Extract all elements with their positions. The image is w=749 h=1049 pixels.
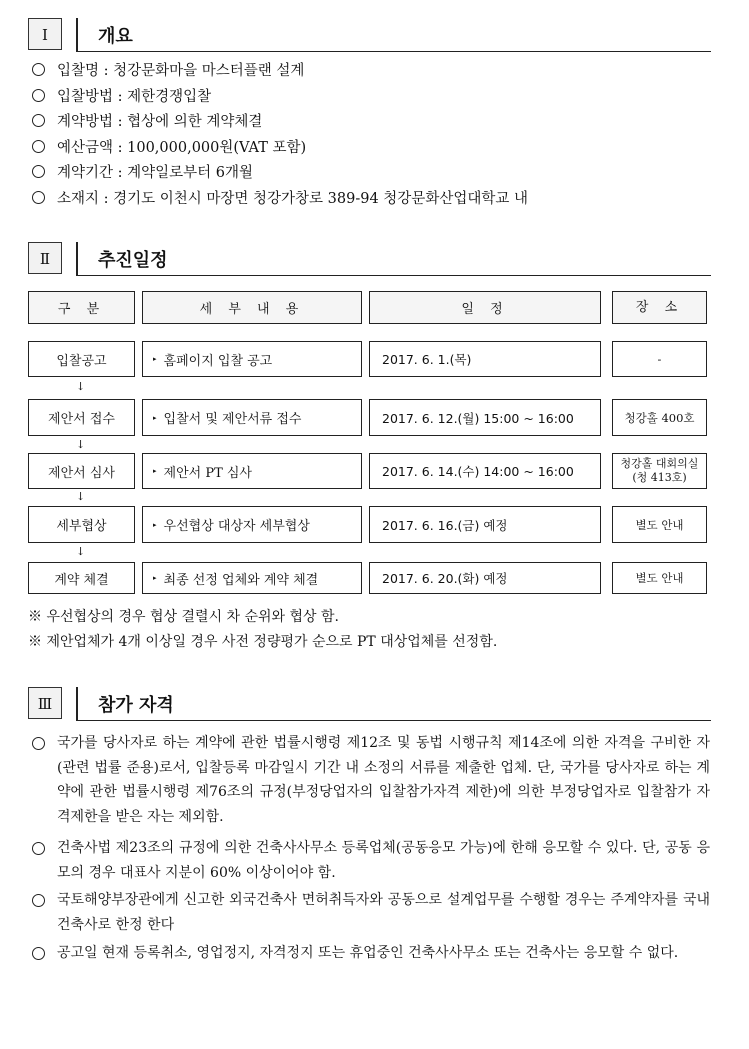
triangle-marker-icon: ▸	[153, 467, 157, 475]
down-arrow-icon: ↓	[76, 490, 86, 503]
stage-cell: 계약 체결	[28, 562, 135, 594]
section-divider	[76, 687, 78, 721]
list-item: 입찰명 : 청강문화마을 마스터플랜 설계	[32, 59, 528, 85]
section-2-title: 추진일정	[98, 250, 168, 271]
section-2-header	[28, 242, 711, 276]
date-cell: 2017. 6. 14.(수) 14:00 ~ 16:00	[369, 453, 601, 489]
down-arrow-icon: ↓	[76, 438, 86, 451]
circle-bullet-icon	[32, 191, 45, 204]
section-2-number: Ⅱ	[28, 242, 62, 274]
circle-bullet-icon	[32, 894, 45, 907]
list-item: 계약기간 : 계약일로부터 6개월	[32, 161, 528, 187]
detail-cell: ▸ 홈페이지 입찰 공고	[142, 341, 362, 377]
place-cell: -	[612, 341, 707, 377]
list-item: 계약방법 : 협상에 의한 계약체결	[32, 110, 528, 136]
col-header-place: 장 소	[612, 291, 707, 324]
circle-bullet-icon	[32, 737, 45, 750]
section-divider	[76, 242, 78, 276]
circle-bullet-icon	[32, 165, 45, 178]
down-arrow-icon: ↓	[76, 545, 86, 558]
place-cell: 청강홀 400호	[612, 399, 707, 436]
qualification-item: 공고일 현재 등록취소, 영업정지, 자격정지 또는 휴업중인 건축사사무소 또는 건축사는 응모할 수 없다.	[32, 941, 710, 966]
overview-list	[32, 59, 528, 212]
col-header-date: 일 정	[369, 291, 601, 324]
section-rule	[76, 275, 711, 277]
detail-cell: ▸ 최종 선정 업체와 계약 체결	[142, 562, 362, 594]
date-cell: 2017. 6. 20.(화) 예정	[369, 562, 601, 594]
circle-bullet-icon	[32, 63, 45, 76]
circle-bullet-icon	[32, 114, 45, 127]
date-cell: 2017. 6. 1.(목)	[369, 341, 601, 377]
section-rule	[76, 51, 711, 53]
detail-cell: ▸ 입찰서 및 제안서류 접수	[142, 399, 362, 436]
section-1-number: Ⅰ	[28, 18, 62, 50]
section-3-number: Ⅲ	[28, 687, 62, 719]
triangle-marker-icon: ▸	[153, 520, 157, 529]
stage-cell: 제안서 심사	[28, 453, 135, 489]
circle-bullet-icon	[32, 842, 45, 855]
qualification-item: 건축사법 제23조의 규정에 의한 건축사사무소 등록업체(공동응모 가능)에 한해 응모할 수 있다. 단, 공동 응모의 경우 대표사 지분이 60% 이상이어야 함.	[32, 836, 710, 885]
schedule-note: ※ 우선협상의 경우 협상 결렬시 차 순위와 협상 함.	[28, 609, 340, 625]
col-header-stage: 구 분	[28, 291, 135, 324]
place-cell: 별도 안내	[612, 562, 707, 594]
list-item: 소재지 : 경기도 이천시 마장면 청강가창로 389-94 청강문화산업대학교 내	[32, 187, 528, 213]
triangle-marker-icon: ▸	[153, 355, 157, 363]
detail-cell: ▸ 우선협상 대상자 세부협상	[142, 506, 362, 543]
stage-cell: 세부협상	[28, 506, 135, 543]
section-rule	[76, 720, 711, 722]
place-cell: 청강홀 대회의실 (청 413호)	[612, 453, 707, 489]
stage-cell: 제안서 접수	[28, 399, 135, 436]
circle-bullet-icon	[32, 89, 45, 102]
triangle-marker-icon: ▸	[153, 574, 157, 582]
detail-cell: ▸ 제안서 PT 심사	[142, 453, 362, 489]
section-1-header	[28, 18, 711, 52]
triangle-marker-icon: ▸	[153, 413, 157, 422]
place-cell: 별도 안내	[612, 506, 707, 543]
qualification-item: 국토해양부장관에게 신고한 외국건축사 면허취득자와 공동으로 설계업무를 수행할 경우는 주계약자를 국내건축사로 한정 한다	[32, 888, 710, 937]
section-1-title: 개요	[98, 26, 133, 47]
section-3-header	[28, 687, 711, 721]
list-item: 입찰방법 : 제한경쟁입찰	[32, 85, 528, 111]
circle-bullet-icon	[32, 947, 45, 960]
stage-cell: 입찰공고	[28, 341, 135, 377]
list-item: 예산금액 : 100,000,000원(VAT 포함)	[32, 136, 528, 162]
section-divider	[76, 18, 78, 52]
schedule-note: ※ 제안업체가 4개 이상일 경우 사전 정량평가 순으로 PT 대상업체를 선정함.	[28, 634, 498, 650]
circle-bullet-icon	[32, 140, 45, 153]
down-arrow-icon: ↓	[76, 380, 86, 393]
date-cell: 2017. 6. 12.(월) 15:00 ~ 16:00	[369, 399, 601, 436]
section-3-title: 참가 자격	[98, 695, 174, 716]
qualification-item: 국가를 당사자로 하는 계약에 관한 법률시행령 제12조 및 동법 시행규칙 제14조에 의한 자격을 구비한 자(관련 법률 준용)로서, 입찰등록 마감일시 기간 내 소정의 서류를 제출한 업체. 단, 국가를 당사자로 하는 계약에 관한 법률시행령 제76조의 규정(부정당업자의 입찰참가자격 제한)에 의한 부정당업자로 입찰참가 자격제한을 받은 자는 제외함.	[32, 731, 710, 829]
date-cell: 2017. 6. 16.(금) 예정	[369, 506, 601, 543]
col-header-detail: 세 부 내 용	[142, 291, 362, 324]
